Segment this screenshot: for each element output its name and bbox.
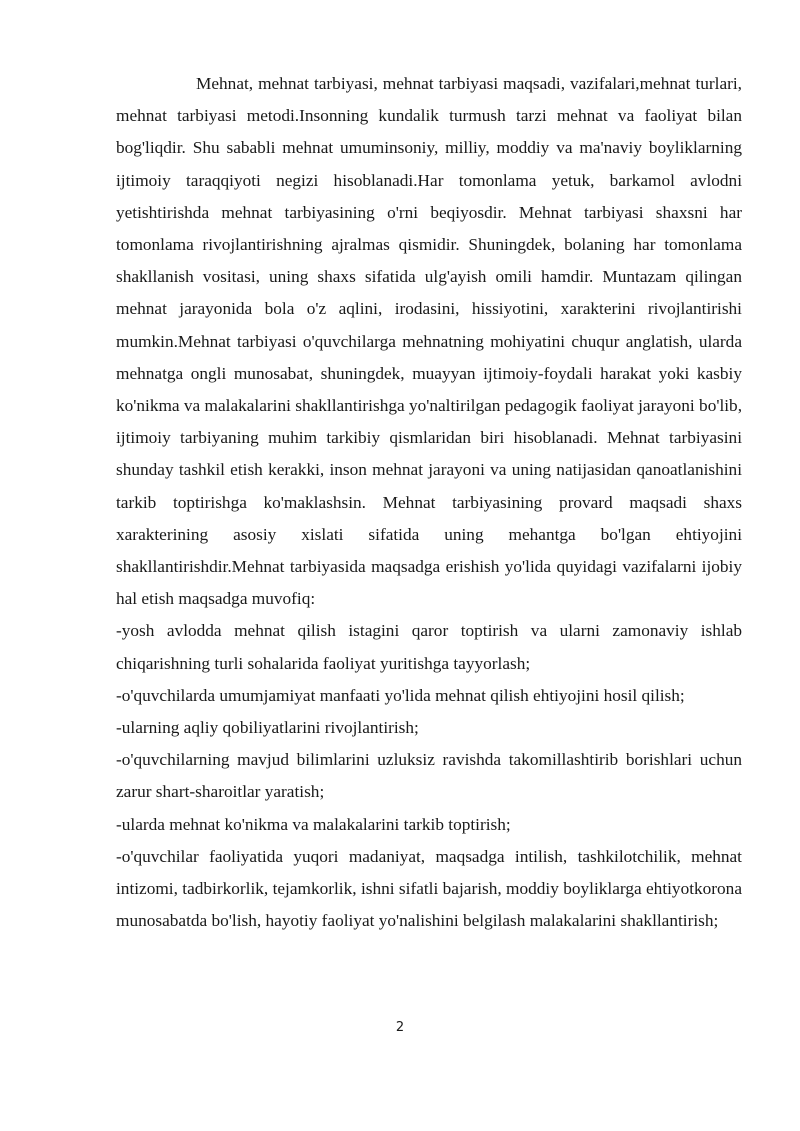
task-item: -ularda mehnat ko'nikma va malakalarini tarkib toptirish; <box>116 814 511 834</box>
task-item: -yosh avlodda mehnat qilish istagini qaror toptirish va ularni zamonaviy ishlab chiqarishning turli sohalarida faoliyat yuritishga tayyorlash; <box>116 621 742 673</box>
task-item: -o'quvchilar faoliyatida yuqori madaniyat, maqsadga intilish, tashkilotchilik, mehnat intizomi, tadbirkorlik, tejamkorlik, ishni sifatli bajarish, moddiy boyliklarga ehtiyotkorona munosabatda bo'lish, hayotiy faoliyat yo'nalishini belgilash malakalarini shakllantirish; <box>116 846 742 931</box>
document-body <box>116 68 742 937</box>
intro-paragraph: Mehnat, mehnat tarbiyasi, mehnat tarbiyasi maqsadi, vazifalari,mehnat turlari, mehnat tarbiyasi metodi.Insonning kundalik turmush tarzi mehnat va faoliyat bilan bog'liqdir. Shu sababli mehnat umuminsoniy, milliy, moddiy va ma'naviy boyliklarning ijtimoiy taraqqiyoti negizi hisoblanadi.Har tomonlama yetuk, barkamol avlodni yetishtirishda mehnat tarbiyasining o'rni beqiyosdir. Mehnat tarbiyasi shaxsni har tomonlama rivojlantirishning ajralmas qismidir. Shuningdek, bolaning har tomonlama shakllanish vositasi, uning shaxs sifatida ulg'ayish omili hamdir. Muntazam qilingan mehnat jarayonida bola o'z aqlini, irodasini, hissiyotini, xarakterini rivojlantirishi mumkin.Mehnat tarbiyasi o'quvchilarga mehnatning mohiyatini chuqur anglatish, ularda mehnatga ongli munosabat, shuningdek, muayyan ijtimoiy-foydali harakat yoki kasbiy ko'nikma va malakalarini shakllantirishga yo'naltirilgan pedagogik faoliyat jarayoni bo'lib, ijtimoiy tarbiyaning muhim tarkibiy qismlaridan biri hisoblanadi. Mehnat tarbiyasini shunday tashkil etish kerakki, inson mehnat jarayoni va uning natijasidan qanoatlanishini tarkib toptirishga ko'maklashsin. Mehnat tarbiyasining provard maqsadi shaxs xarakterining asosiy xislati sifatida uning mehantga bo'lgan ehtiyojini shakllantirishdir.Mehnat tarbiyasida maqsadga erishish yo'lida quyidagi vazifalarni ijobiy hal etish maqsadga muvofiq: <box>116 74 743 609</box>
task-item: -o'quvchilarda umumjamiyat manfaati yo'lida mehnat qilish ehtiyojini hosil qilish; <box>116 685 685 705</box>
page-number: 2 <box>395 1020 405 1035</box>
task-item: -ularning aqliy qobiliyatlarini rivojlantirish; <box>116 718 419 738</box>
task-item: -o'quvchilarning mavjud bilimlarini uzluksiz ravishda takomillashtirib borishlari uchun zarur shart-sharoitlar yaratish; <box>116 750 742 802</box>
